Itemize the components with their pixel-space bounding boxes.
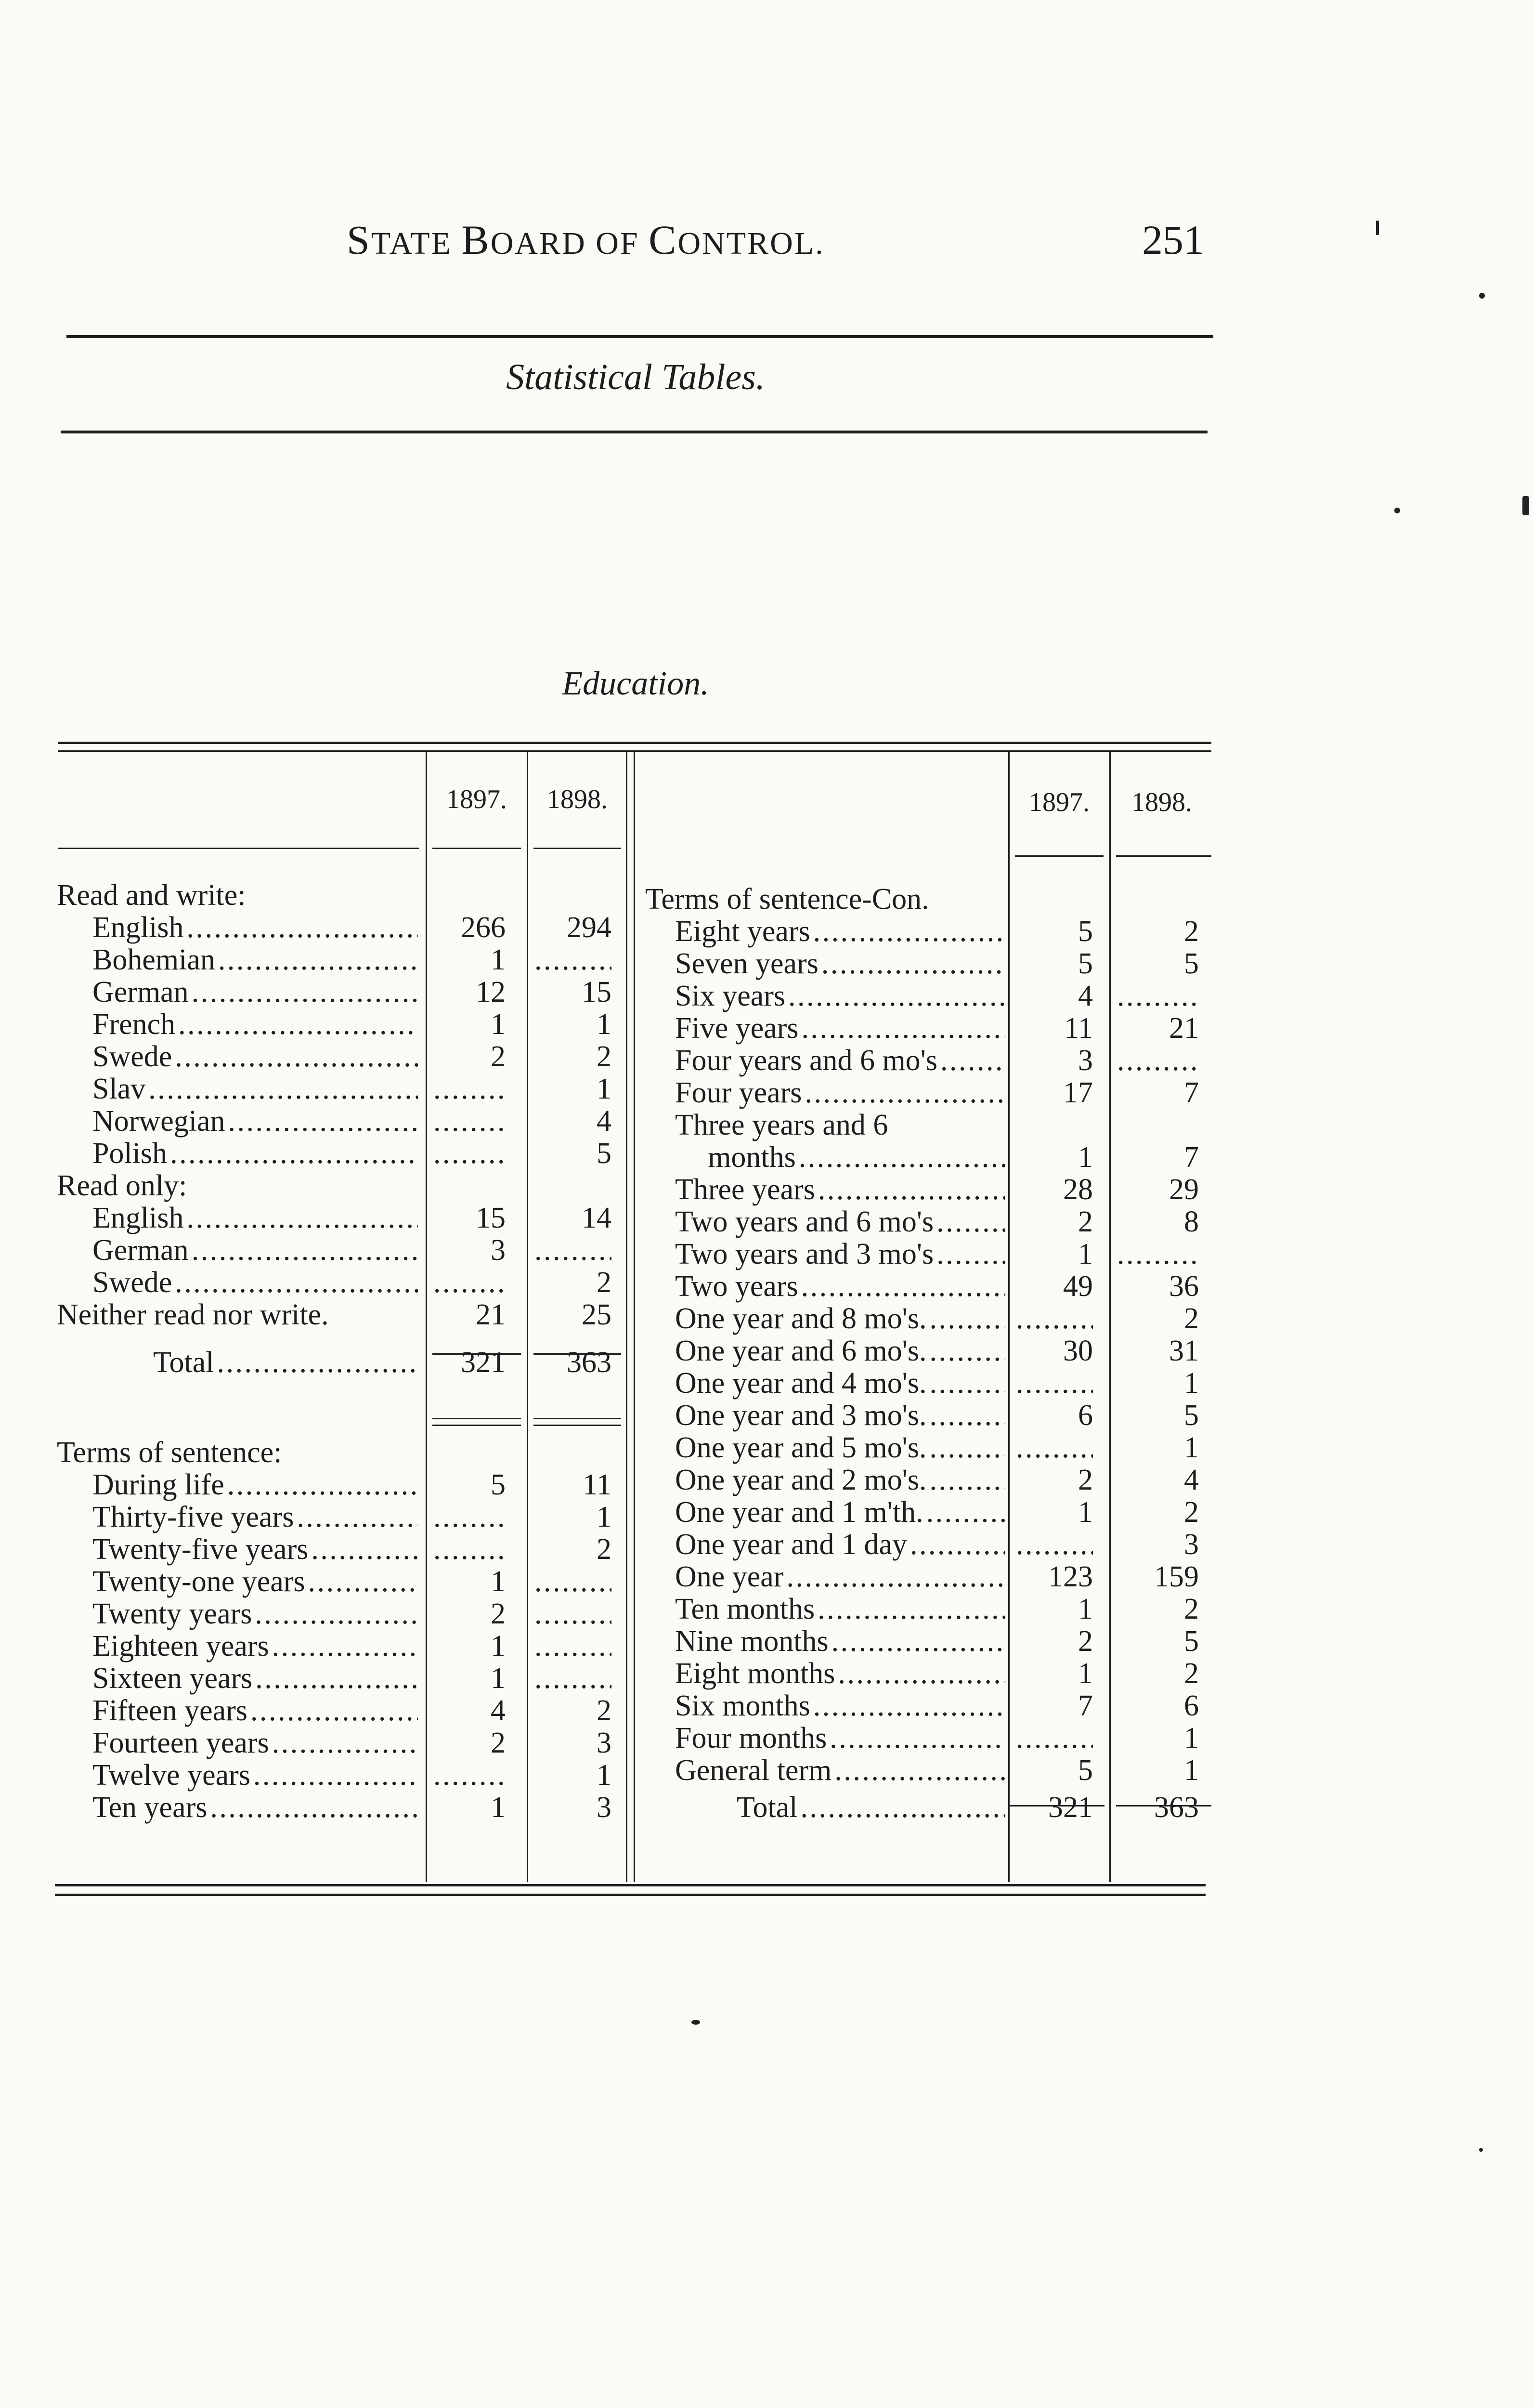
leader-dots [308, 1533, 418, 1566]
left-row-label [92, 1041, 418, 1073]
right-row-label-text: Three years and 6 [675, 1109, 888, 1141]
left-empty-cell-dots [433, 1501, 506, 1533]
right-row-label-text: Two years and 6 mo's [675, 1205, 934, 1238]
header-underline-right-1897 [1015, 855, 1104, 857]
rule-right-1898-start [1109, 750, 1111, 1882]
left-row-label-text: Total [153, 1346, 214, 1379]
rule-center-1 [626, 750, 627, 1882]
leader-dots [305, 1566, 418, 1598]
leader-dots [827, 1722, 1005, 1754]
left-value-1897: 3 [491, 1234, 506, 1267]
left-row-label [57, 1299, 418, 1331]
table-title: Education. [562, 665, 709, 702]
right-empty-cell-dots [1117, 980, 1199, 1012]
right-row-label-text: Five years [675, 1012, 799, 1045]
right-row-label [675, 1012, 1005, 1045]
left-row-label [92, 1073, 418, 1105]
section-title: Statistical Tables. [506, 357, 765, 397]
leader-dots [247, 1695, 418, 1727]
leader-dots [183, 912, 418, 944]
right-value-1897: 123 [1048, 1560, 1093, 1593]
right-row-label [675, 1464, 1005, 1496]
leader-dots [269, 1630, 418, 1662]
leader-dots [796, 1141, 1005, 1174]
leader-dots [927, 1432, 1005, 1464]
right-row-label [675, 1077, 1005, 1109]
right-row-label-text: One year and 5 mo's. [675, 1431, 927, 1464]
right-value-1897: 5 [1078, 947, 1093, 980]
left-row-label-text: Neither read nor write. [57, 1298, 329, 1331]
leader-dots [927, 1400, 1005, 1432]
right-row-label [675, 1270, 1005, 1303]
speck [691, 2020, 700, 2025]
leader-dots [829, 1625, 1005, 1658]
right-empty-cell-dots [1016, 1367, 1093, 1400]
right-value-1898: 7 [1184, 1141, 1199, 1174]
left-row-label-text: Sixteen years [92, 1662, 253, 1695]
left-value-1897: 1 [491, 1662, 506, 1695]
right-value-1897: 2 [1078, 1205, 1093, 1238]
header-underline-left-1898 [533, 848, 621, 849]
left-row-label-text: Swede [92, 1266, 172, 1299]
left-value-1897: 266 [461, 911, 506, 944]
left-value-1897: 2 [491, 1597, 506, 1630]
left-total-rule-bot-1897a [432, 1418, 521, 1419]
right-row-label [675, 1658, 1005, 1690]
rule-right-1897-start [1008, 750, 1010, 1882]
leader-dots [252, 1662, 418, 1695]
right-empty-cell-dots [1117, 1238, 1199, 1270]
leader-dots [225, 1105, 418, 1138]
left-value-1898: 4 [597, 1105, 611, 1138]
leader-dots [815, 1593, 1005, 1625]
right-row-label-text: One year [675, 1560, 784, 1593]
left-value-1897: 1 [491, 1008, 506, 1041]
right-row-label-text: Four months [675, 1722, 827, 1754]
right-row-label [675, 1529, 1005, 1561]
left-value-1897: 5 [491, 1468, 506, 1501]
left-empty-cell-dots [534, 1598, 611, 1630]
right-row-label-text: General term [675, 1754, 832, 1787]
left-row-label-text: Eighteen years [92, 1630, 269, 1662]
right-value-1897: 4 [1078, 980, 1093, 1012]
left-row-label-text: Twenty-five years [92, 1533, 309, 1566]
leader-dots [835, 1658, 1005, 1690]
left-row-label-text: Twelve years [92, 1759, 250, 1792]
speck [1522, 496, 1529, 515]
right-row-label [675, 1045, 1005, 1077]
left-row-label-text: Thirty-five years [92, 1501, 294, 1533]
left-row-label [92, 1501, 418, 1533]
right-value-1898: 2 [1184, 1657, 1199, 1690]
right-value-1898: 1 [1184, 1754, 1199, 1787]
right-row-label [675, 1754, 1005, 1787]
left-total-rule-bot-1898b [533, 1425, 621, 1426]
left-value-1898: 3 [597, 1791, 611, 1824]
leader-dots [798, 1270, 1005, 1303]
right-row-label [675, 980, 1005, 1012]
right-value-1897: 17 [1063, 1076, 1093, 1109]
left-row-label [92, 944, 418, 976]
right-row-label [675, 1561, 1005, 1593]
leader-dots [224, 1469, 418, 1501]
speck [1479, 293, 1485, 299]
left-value-1898: 1 [597, 1073, 611, 1105]
left-row-label-text: Fourteen years [92, 1727, 269, 1759]
right-row-label-text: One year and 1 day [675, 1528, 908, 1561]
leader-dots [934, 1206, 1005, 1238]
right-row-label [708, 1141, 1005, 1174]
right-row-label-text: One year and 1 m'th. [675, 1496, 923, 1529]
leader-dots [799, 1012, 1005, 1045]
right-row-label-text: Terms of sentence-Con. [645, 883, 929, 916]
right-value-1897: 5 [1078, 915, 1093, 948]
leader-dots [815, 1174, 1005, 1206]
left-row-label-text: Read only: [57, 1169, 187, 1202]
left-empty-cell-dots [433, 1105, 506, 1138]
right-row-label-text: Eight years [675, 915, 810, 948]
table-top-rule-1 [58, 742, 1211, 744]
left-row-label [92, 1695, 418, 1727]
left-row-label [92, 912, 418, 944]
leader-dots [927, 1303, 1005, 1335]
right-value-1897: 3 [1078, 1044, 1093, 1077]
right-row-label [675, 1625, 1005, 1658]
left-value-1897: 1 [491, 943, 506, 976]
right-value-1897: 1 [1078, 1593, 1093, 1625]
right-empty-cell-dots [1016, 1432, 1093, 1464]
right-row-label-text: One year and 4 mo's. [675, 1367, 927, 1400]
left-row-label [92, 1662, 418, 1695]
left-row-label-text: Swede [92, 1040, 172, 1073]
leader-dots [207, 1792, 418, 1824]
speck [1394, 508, 1400, 513]
leader-dots [294, 1501, 418, 1533]
header-underline-left-label [58, 848, 419, 849]
left-value-1898: 1 [597, 1008, 611, 1041]
right-header-1897: 1897. [1029, 787, 1090, 817]
leader-dots [172, 1041, 418, 1073]
right-value-1898: 4 [1184, 1464, 1199, 1496]
right-value-1898: 29 [1169, 1173, 1199, 1206]
right-row-label-text: Four years and 6 mo's [675, 1044, 937, 1077]
right-empty-cell-dots [1117, 1045, 1199, 1077]
left-row-label-text: Terms of sentence: [57, 1436, 282, 1469]
left-value-1898: 5 [597, 1137, 611, 1170]
left-value-1897: 321 [461, 1346, 506, 1379]
right-value-1898: 36 [1169, 1270, 1199, 1303]
left-row-label [92, 1533, 418, 1566]
leader-dots [798, 1792, 1005, 1824]
left-row-label [92, 1105, 418, 1138]
left-row-label [92, 1234, 418, 1267]
left-row-label-text: Slav [92, 1073, 146, 1105]
leader-dots [172, 1267, 418, 1299]
right-row-label-text: Two years and 3 mo's [675, 1238, 934, 1270]
right-value-1897: 2 [1078, 1625, 1093, 1658]
left-value-1898: 363 [567, 1346, 611, 1379]
right-value-1898: 2 [1184, 915, 1199, 948]
left-value-1897: 1 [491, 1791, 506, 1824]
leader-dots [250, 1759, 418, 1792]
right-header-1898: 1898. [1131, 787, 1192, 817]
left-row-label [92, 1566, 418, 1598]
left-value-1897: 12 [476, 976, 506, 1008]
right-row-label [737, 1792, 1005, 1824]
right-value-1898: 3 [1184, 1528, 1199, 1561]
left-value-1898: 3 [597, 1727, 611, 1759]
leader-dots [810, 1690, 1005, 1722]
right-row-label-text: Total [737, 1791, 798, 1824]
right-row-label-text: Ten months [675, 1593, 815, 1625]
leader-dots [785, 980, 1005, 1012]
leader-dots [927, 1335, 1005, 1367]
leader-dots [183, 1202, 418, 1234]
left-empty-cell-dots [534, 1234, 611, 1267]
right-value-1897: 2 [1078, 1464, 1093, 1496]
left-row-label [57, 879, 418, 912]
right-row-label [675, 1432, 1005, 1464]
right-value-1898: 1 [1184, 1431, 1199, 1464]
left-value-1898: 11 [583, 1468, 611, 1501]
right-row-label [645, 883, 1005, 916]
left-value-1897: 21 [476, 1298, 506, 1331]
leader-dots [937, 1045, 1005, 1077]
rule-center-2 [634, 750, 635, 1882]
leader-dots [189, 1234, 418, 1267]
speck [1479, 2148, 1483, 2152]
right-row-label [675, 1206, 1005, 1238]
left-row-label [92, 1792, 418, 1824]
right-value-1898: 8 [1184, 1205, 1199, 1238]
right-value-1898: 2 [1184, 1496, 1199, 1529]
right-value-1897: 5 [1078, 1754, 1093, 1787]
left-row-label-text: Twenty-one years [92, 1565, 305, 1598]
left-row-label [92, 1267, 418, 1299]
right-row-label-text: One year and 2 mo's. [675, 1464, 927, 1496]
left-row-label [57, 1437, 418, 1469]
leader-dots [934, 1238, 1005, 1270]
right-value-1898: 1 [1184, 1367, 1199, 1400]
right-row-label [675, 916, 1005, 948]
rule-left-1897-start [426, 750, 427, 1882]
left-row-label-text: Norwegian [92, 1105, 225, 1138]
left-row-label-text: Fifteen years [92, 1694, 247, 1727]
left-value-1898: 294 [567, 911, 611, 944]
leader-dots [269, 1727, 418, 1759]
right-row-label [675, 1303, 1005, 1335]
running-head: STATE BOARD OF CONTROL. [347, 217, 825, 263]
right-value-1897: 1 [1078, 1238, 1093, 1270]
right-row-label [675, 1722, 1005, 1754]
left-row-label-text: German [92, 1234, 189, 1267]
left-value-1898: 14 [582, 1202, 611, 1234]
leader-dots [831, 1754, 1005, 1787]
left-row-label [92, 1727, 418, 1759]
right-value-1898: 2 [1184, 1593, 1199, 1625]
leader-dots [927, 1367, 1005, 1400]
right-value-1898: 5 [1184, 947, 1199, 980]
leader-dots [167, 1138, 418, 1170]
right-value-1897: 1 [1078, 1141, 1093, 1174]
left-value-1898: 2 [597, 1040, 611, 1073]
leader-dots [145, 1073, 418, 1105]
right-value-1897: 49 [1063, 1270, 1093, 1303]
right-row-label-text: Six months [675, 1689, 810, 1722]
leader-dots [907, 1529, 1005, 1561]
page-number: 251 [1142, 217, 1204, 263]
left-empty-cell-dots [433, 1533, 506, 1566]
right-value-1897: 321 [1048, 1791, 1093, 1824]
left-total-rule-bot-1898a [533, 1418, 621, 1419]
leader-dots [175, 1008, 418, 1041]
leader-dots [923, 1496, 1005, 1529]
right-row-label-text: One year and 6 mo's. [675, 1335, 927, 1367]
right-value-1897: 7 [1078, 1689, 1093, 1722]
left-value-1898: 1 [597, 1501, 611, 1533]
right-value-1898: 363 [1154, 1791, 1199, 1824]
table-bottom-rule-1 [55, 1884, 1206, 1886]
leader-dots [802, 1077, 1005, 1109]
left-total-rule-bot-1897b [432, 1425, 521, 1426]
left-value-1898: 15 [582, 976, 611, 1008]
right-row-label [675, 1690, 1005, 1722]
header-underline-right-1898 [1116, 855, 1211, 857]
left-value-1897: 15 [476, 1202, 506, 1234]
left-row-label [92, 1598, 418, 1630]
left-value-1897: 1 [491, 1565, 506, 1598]
leader-dots [818, 948, 1005, 980]
left-empty-cell-dots [433, 1138, 506, 1170]
right-value-1897: 30 [1063, 1335, 1093, 1367]
right-value-1898: 2 [1184, 1302, 1199, 1335]
right-value-1898: 5 [1184, 1399, 1199, 1432]
right-empty-cell-dots [1016, 1303, 1093, 1335]
right-row-label-text: Seven years [675, 947, 818, 980]
right-row-label [675, 1109, 1005, 1141]
right-value-1897: 28 [1063, 1173, 1093, 1206]
header-underline-left-1897 [432, 848, 521, 849]
right-empty-cell-dots [1016, 1722, 1093, 1754]
left-row-label [153, 1347, 418, 1379]
left-value-1897: 2 [491, 1040, 506, 1073]
left-row-label-text: English [92, 911, 184, 944]
left-empty-cell-dots [534, 1630, 611, 1662]
left-row-label-text: German [92, 976, 189, 1008]
leader-dots [927, 1464, 1005, 1496]
left-value-1898: 2 [597, 1694, 611, 1727]
left-header-1897: 1897. [446, 785, 507, 814]
right-row-label-text: Six years [675, 980, 786, 1012]
left-empty-cell-dots [534, 1662, 611, 1695]
left-row-label-text: Polish [92, 1137, 168, 1170]
left-row-label [92, 976, 418, 1008]
right-row-label [675, 1367, 1005, 1400]
left-row-label [57, 1170, 418, 1202]
leader-dots [189, 976, 418, 1008]
left-row-label-text: Twenty years [92, 1597, 252, 1630]
left-empty-cell-dots [534, 1566, 611, 1598]
left-row-label [92, 1008, 418, 1041]
right-value-1898: 5 [1184, 1625, 1199, 1658]
rule-left-1898-start [527, 750, 528, 1882]
right-row-label [675, 948, 1005, 980]
left-empty-cell-dots [534, 944, 611, 976]
right-row-label-text: Nine months [675, 1625, 829, 1658]
left-value-1898: 25 [582, 1298, 611, 1331]
left-value-1897: 2 [491, 1727, 506, 1759]
left-empty-cell-dots [433, 1267, 506, 1299]
right-row-label-text: months [708, 1141, 796, 1174]
left-row-label [92, 1202, 418, 1234]
right-value-1897: 1 [1078, 1657, 1093, 1690]
right-row-label [675, 1400, 1005, 1432]
left-value-1897: 1 [491, 1630, 506, 1662]
left-empty-cell-dots [433, 1073, 506, 1105]
right-value-1897: 1 [1078, 1496, 1093, 1529]
right-value-1898: 6 [1184, 1689, 1199, 1722]
right-row-label [675, 1335, 1005, 1367]
right-value-1898: 1 [1184, 1722, 1199, 1754]
right-value-1897: 6 [1078, 1399, 1093, 1432]
right-row-label-text: Two years [675, 1270, 798, 1303]
leader-dots [783, 1561, 1005, 1593]
right-row-label-text: One year and 8 mo's. [675, 1302, 927, 1335]
right-row-label [675, 1174, 1005, 1206]
right-row-label-text: Four years [675, 1076, 802, 1109]
table-bottom-rule-2 [55, 1894, 1206, 1896]
right-row-label-text: Eight months [675, 1657, 835, 1690]
left-value-1898: 2 [597, 1266, 611, 1299]
right-value-1898: 31 [1169, 1335, 1199, 1367]
leader-dots [215, 944, 418, 976]
leader-dots [810, 916, 1005, 948]
left-row-label-text: Read and write: [57, 879, 246, 912]
left-row-label-text: English [92, 1202, 184, 1234]
left-header-1898: 1898. [547, 785, 608, 814]
right-row-label [675, 1496, 1005, 1529]
left-empty-cell-dots [433, 1759, 506, 1792]
left-value-1898: 2 [597, 1533, 611, 1566]
left-row-label [92, 1630, 418, 1662]
left-row-label-text: French [92, 1008, 176, 1041]
right-row-label [675, 1593, 1005, 1625]
right-value-1898: 21 [1169, 1012, 1199, 1045]
left-row-label [92, 1469, 418, 1501]
right-row-label [675, 1238, 1005, 1270]
left-row-label-text: During life [92, 1468, 224, 1501]
left-value-1898: 1 [597, 1759, 611, 1792]
right-row-label-text: Three years [675, 1173, 815, 1206]
right-row-label-text: One year and 3 mo's. [675, 1399, 927, 1432]
left-row-label-text: Bohemian [92, 943, 215, 976]
left-row-label [92, 1759, 418, 1792]
left-row-label-text: Ten years [92, 1791, 208, 1824]
right-value-1897: 11 [1064, 1012, 1093, 1045]
left-row-label [92, 1138, 418, 1170]
leader-dots [252, 1598, 418, 1630]
right-value-1898: 7 [1184, 1076, 1199, 1109]
right-value-1898: 159 [1154, 1560, 1199, 1593]
leader-dots [214, 1347, 418, 1379]
speck [1376, 221, 1379, 235]
right-empty-cell-dots [1016, 1529, 1093, 1561]
left-value-1897: 4 [491, 1694, 506, 1727]
